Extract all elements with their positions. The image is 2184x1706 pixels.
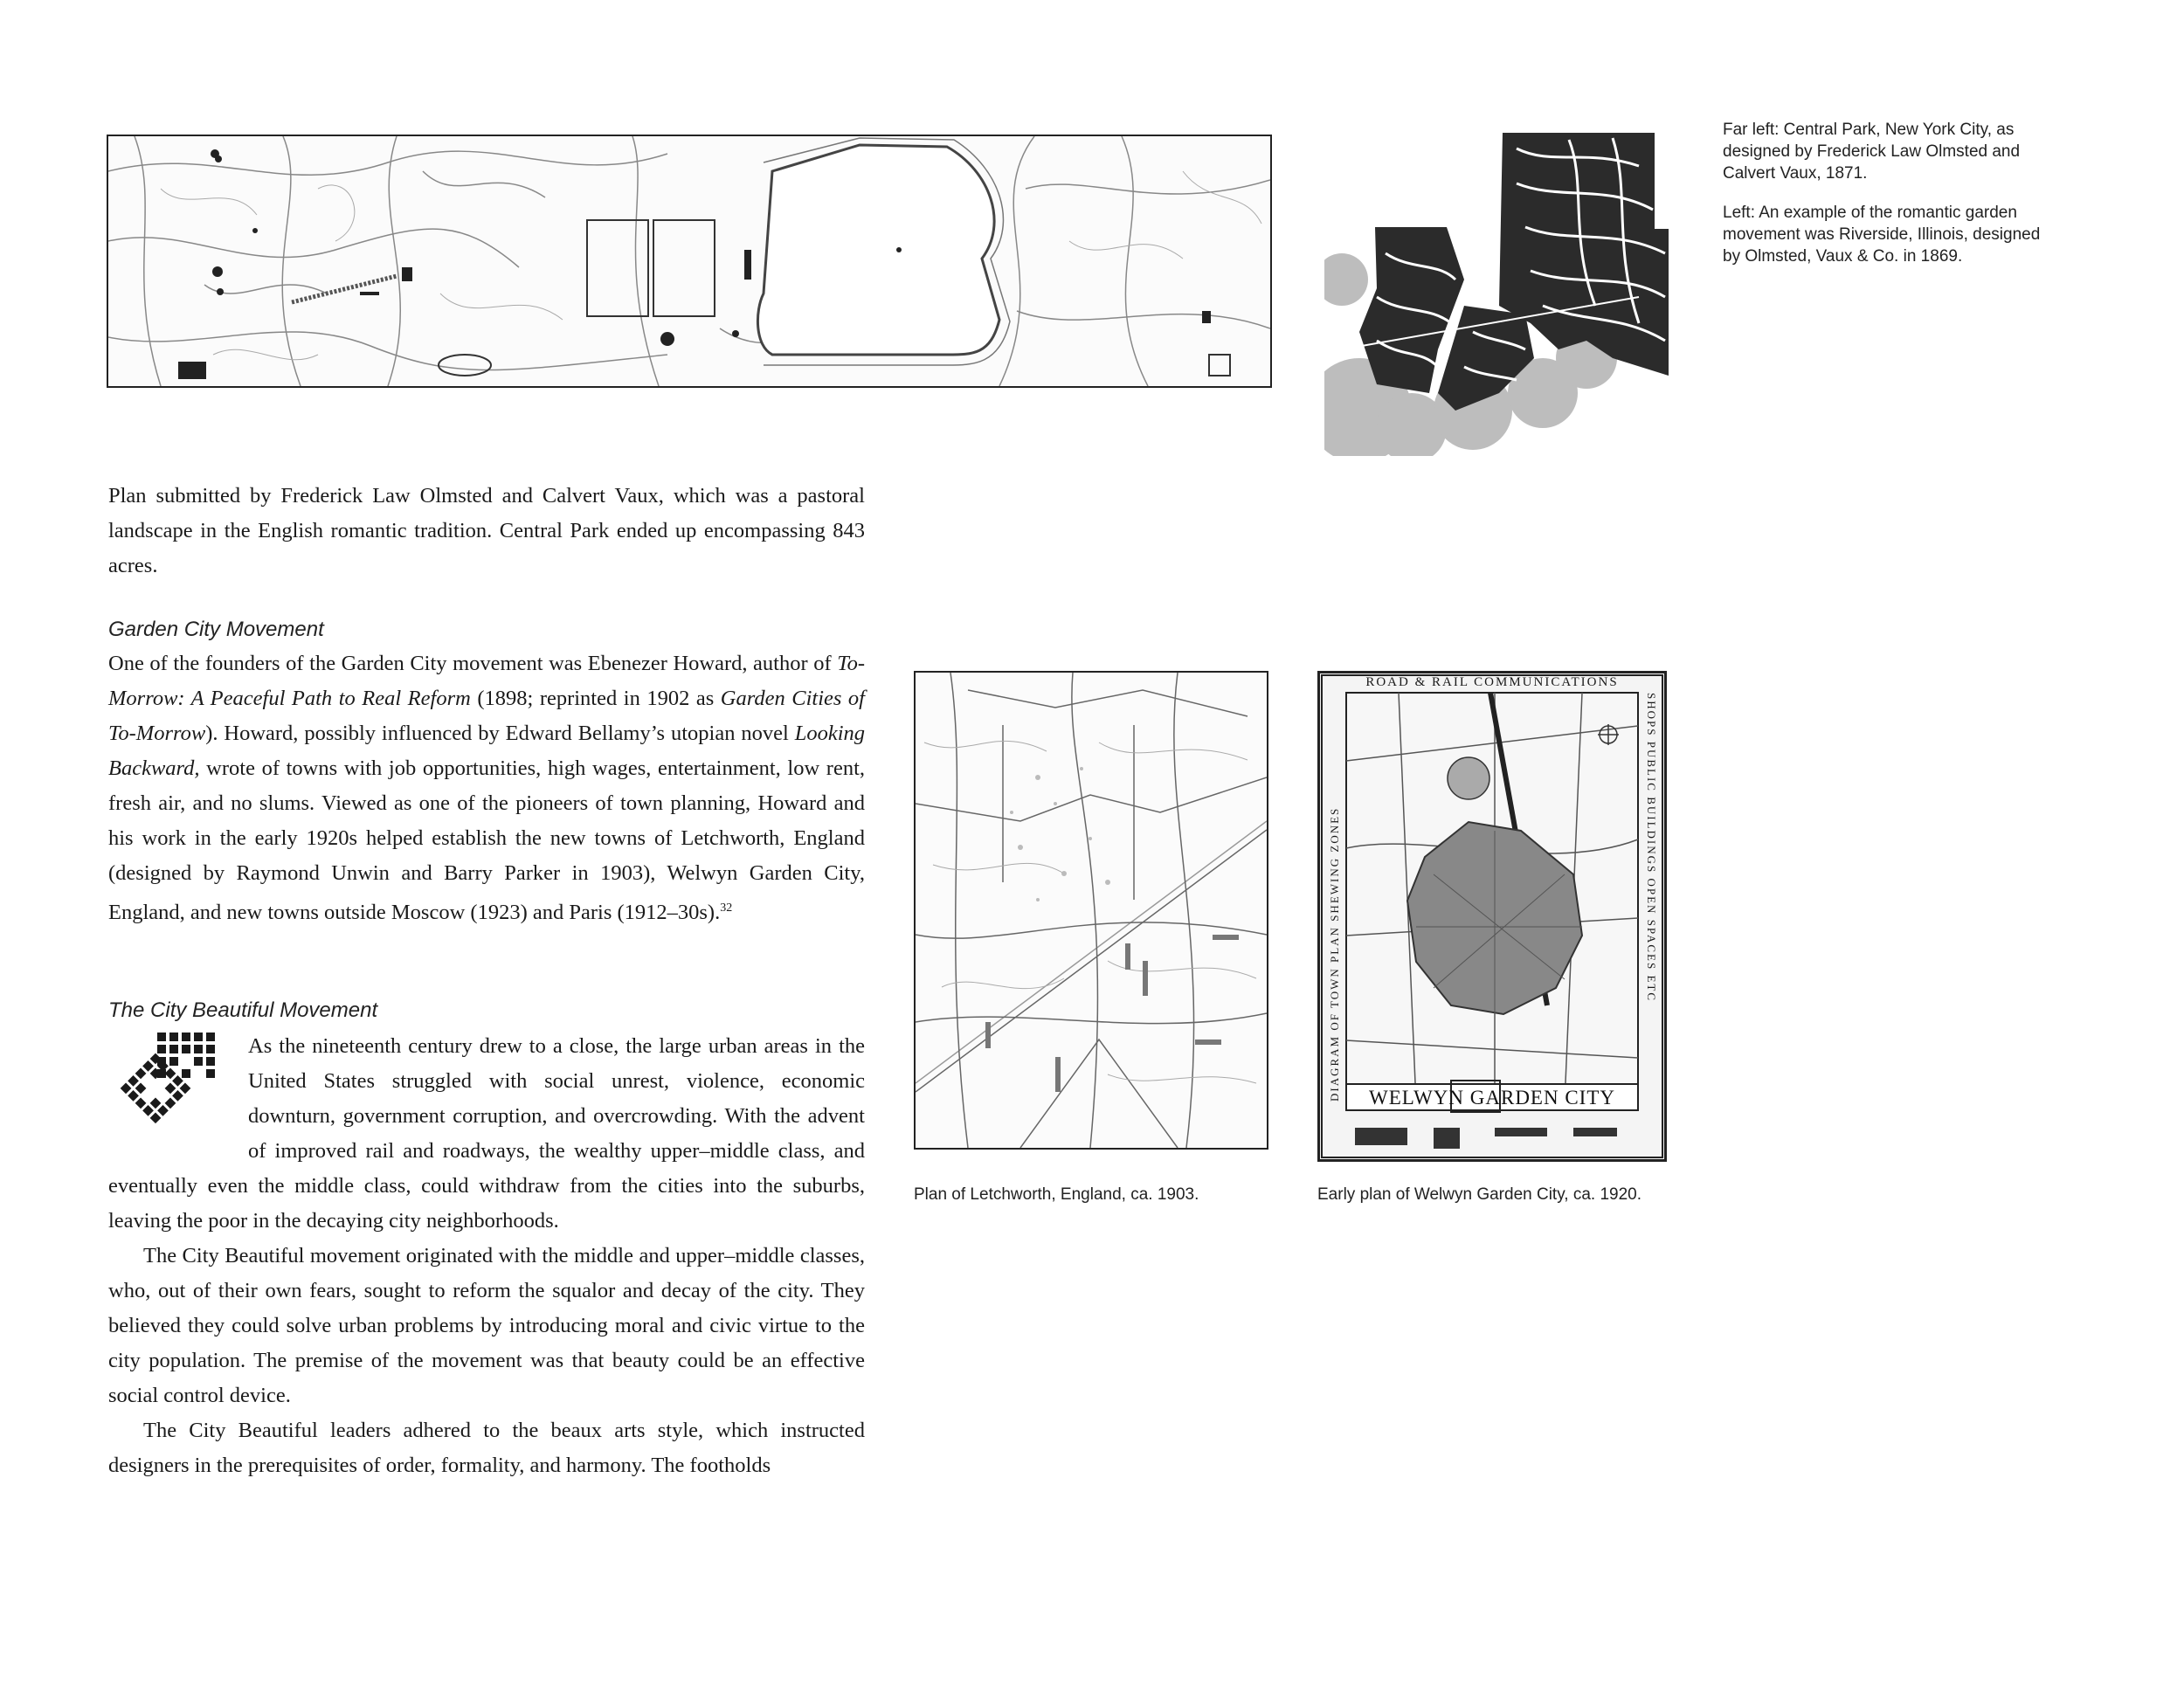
city-beautiful-block xyxy=(108,1029,865,1483)
caption-welwyn: Early plan of Welwyn Garden City, ca. 1920. xyxy=(1317,1185,1642,1204)
welwyn-plan-figure xyxy=(1317,671,1667,1162)
caption-central-park: Far left: Central Park, New York City, as designed by Frederick Law Olmsted and Calvert Vaux, 1871. xyxy=(1723,121,2021,183)
heading-garden-city: Garden City Movement xyxy=(108,618,324,641)
city-beautiful-icon xyxy=(108,1029,238,1143)
welwyn-right-band: SHOPS PUBLIC BUILDINGS OPEN SPACES ETC xyxy=(1645,693,1658,1002)
caption-riverside: Left: An example of the romantic garden movement was Riverside, Illinois, designed by Olmsted, Vaux & Co. in 1869. xyxy=(1723,204,2041,266)
welwyn-title: WELWYN GARDEN CITY xyxy=(1368,1087,1616,1109)
gc-text-2: (1898; reprinted in 1902 as xyxy=(470,687,721,710)
central-park-plan-figure xyxy=(107,135,1272,388)
gc-text-4: wrote of towns with job opportunities, high wages, entertainment, low rent, fresh air, and no slums. Viewed as one of the pioneers of town planning, Howard and his work in the early 1920s helped establish the new towns of Letchworth, England (designed by Raymond Unwin and Barry Parker in 1903), Welwyn Garden City, England, and new towns outside Moscow (1923) and Paris (1912–30s). xyxy=(108,756,865,925)
city-beautiful-paragraph-3: The City Beautiful leaders adhered to the beaux arts style, which instructed designers in the prerequisites of order, formality, and harmony. The footholds xyxy=(108,1419,865,1477)
letchworth-plan-figure xyxy=(914,671,1268,1150)
city-beautiful-paragraph-1: As the nineteenth century drew to a close, the large urban areas in the United States struggled with social unrest, violence, economic downturn, government corruption, and overcrowding. With the advent of improved rail and roadways, the wealthy upper–middle class, and eventually even the middle class, could withdraw from the cities into the suburbs, leaving the poor in the decaying city neighborhoods. xyxy=(108,1034,865,1233)
welwyn-left-band: DIAGRAM OF TOWN PLAN SHEWING ZONES xyxy=(1328,806,1341,1102)
caption-letchworth: Plan of Letchworth, England, ca. 1903. xyxy=(914,1185,1199,1204)
city-beautiful-paragraph-2: The City Beautiful movement originated with the middle and upper–middle classes, who, out of their own fears, sought to reform the squalor and decay of the city. They believed they could solve urban problems by introducing moral and civic virtue to the city population. The premise of the movement was that beauty could be an effective social control device. xyxy=(108,1244,865,1407)
side-captions xyxy=(1723,119,2055,285)
central-park-plan-drawing xyxy=(108,136,1270,386)
riverside-plan-drawing xyxy=(1324,131,1669,456)
riverside-plan-figure xyxy=(1324,131,1669,456)
book-title-tomorrow: To-Morrow: A Peaceful Path to Real Reform xyxy=(108,652,865,710)
intro-paragraph-block xyxy=(108,479,865,584)
gc-text-1: One of the founders of the Garden City movement was Ebenezer Howard, author of xyxy=(108,652,838,675)
heading-city-beautiful: The City Beautiful Movement xyxy=(108,998,378,1022)
garden-city-paragraph-block xyxy=(108,646,865,930)
welwyn-top-band: ROAD & RAIL COMMUNICATIONS xyxy=(1365,675,1619,689)
book-title-garden-cities: Garden Cities of To-Morrow xyxy=(108,687,865,745)
diamond-grid-icon xyxy=(108,1029,238,1143)
book-title-looking-backward: Looking Backward, xyxy=(108,722,865,780)
footnote-marker: 32 xyxy=(720,901,733,915)
letchworth-plan-drawing xyxy=(916,673,1267,1148)
intro-paragraph: Plan submitted by Frederick Law Olmsted and Calvert Vaux, which was a pastoral landscape in the English romantic tradition. Central Park ended up encompassing 843 acres. xyxy=(108,484,865,577)
garden-city-paragraph xyxy=(108,646,865,930)
gc-text-3: ). Howard, possibly influenced by Edward Bellamy’s utopian novel xyxy=(205,722,795,745)
